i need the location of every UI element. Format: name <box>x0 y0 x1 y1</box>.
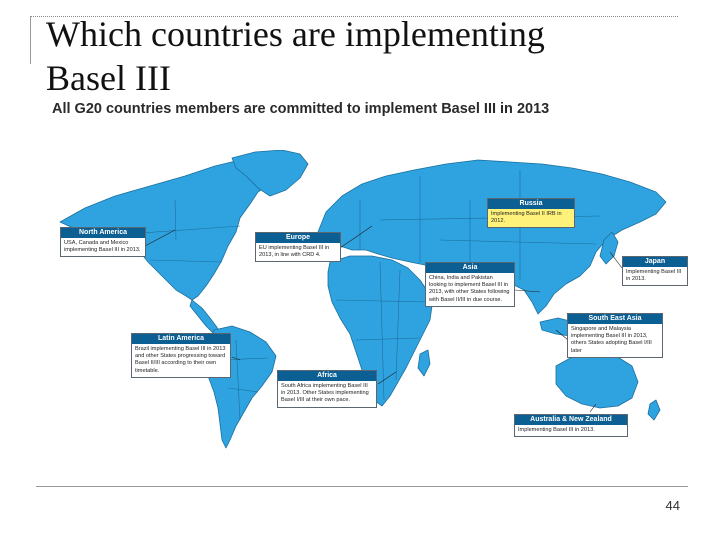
page-number: 44 <box>665 498 680 513</box>
slide-title-line-1: Which countries are implementing <box>46 14 545 54</box>
callout-header: Australia & New Zealand <box>515 415 627 425</box>
callout-south-east-asia <box>567 313 663 358</box>
callout-africa <box>277 370 377 408</box>
callout-text: Singapore and Malaysia implementing Basel III in 2013, others States adopting Basel I/III later <box>571 326 652 354</box>
callout-text: Implementing Basel III in 2013. <box>626 269 682 283</box>
callout-north-america <box>60 227 146 257</box>
left-accent-rule <box>30 16 31 64</box>
callout-europe <box>255 232 341 262</box>
map-subtitle: All G20 countries members are committed to implement Basel III in 2013 <box>52 101 550 117</box>
callout-text: Implementing Basel III in 2013. <box>518 427 595 433</box>
callout-header: Russia <box>488 199 574 209</box>
callout-asia <box>425 262 515 307</box>
callout-text: USA, Canada and Mexico implementing Basel III in 2013. <box>64 240 141 254</box>
callout-russia <box>487 198 575 228</box>
callout-japan <box>622 256 688 286</box>
slide-title-line-2: Basel III <box>46 58 171 98</box>
footer-rule <box>36 486 688 487</box>
callout-text: Brazil implementing Basel III in 2013 and other States progressing toward Basel II/III according to their own timetable. <box>135 346 226 374</box>
callout-australia <box>514 414 628 437</box>
new-zealand-landmass <box>648 400 660 420</box>
callout-text: South Africa implementing Basel III in 2013. Other States implementing Basel I/III at their own pace. <box>281 383 369 404</box>
callout-header: Asia <box>426 263 514 273</box>
callout-header: South East Asia <box>568 314 662 324</box>
callout-header: Europe <box>256 233 340 243</box>
callout-text: Implementing Basel II IRB in 2012. <box>488 209 574 227</box>
madagascar-landmass <box>418 350 430 376</box>
callout-header: Latin America <box>132 334 230 344</box>
callout-header: Africa <box>278 371 376 381</box>
callout-latin-america <box>131 333 231 378</box>
callout-text: China, India and Pakistan looking to implement Basel III in 2013, with other States following with Basel II/III in due course. <box>429 275 510 303</box>
australia-landmass <box>556 352 638 408</box>
callout-header: Japan <box>623 257 687 267</box>
callout-text: EU implementing Basel III in 2013, in line with CRD 4. <box>259 245 330 259</box>
central-america-landmass <box>190 300 220 334</box>
slide-title <box>46 12 545 100</box>
leader-line-japan <box>610 252 622 268</box>
callout-header: North America <box>61 228 145 238</box>
